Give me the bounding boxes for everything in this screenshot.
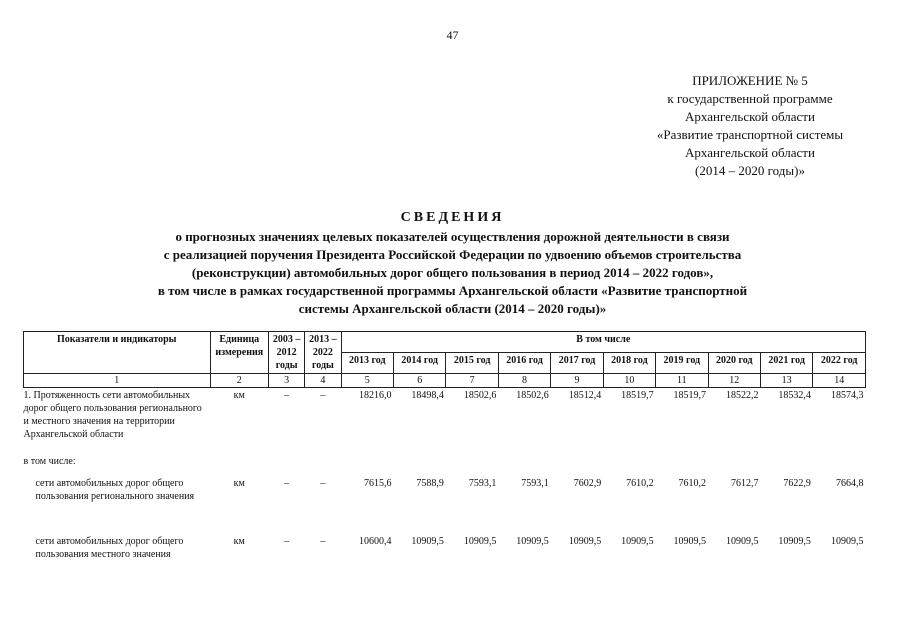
table-row [24, 476, 866, 534]
header-year: 2013 год [341, 353, 393, 374]
header-year: 2014 год [394, 353, 446, 374]
column-index: 3 [268, 374, 304, 388]
column-index: 7 [446, 374, 498, 388]
row-value: 18512,4 [568, 390, 602, 401]
header-including: В том числе [341, 332, 865, 353]
column-index: 5 [341, 374, 393, 388]
column-index: 12 [708, 374, 760, 388]
row-value: 10909,5 [831, 535, 864, 547]
row-indicator-name: сети автомобильных дорог общего пользования местного значения [35, 535, 184, 560]
row-value: 10909,5 [568, 535, 602, 547]
row-value: 18216,0 [359, 390, 392, 401]
appendix-line: к государственной программе [667, 91, 833, 106]
row-value: 7622,9 [783, 477, 811, 489]
header-year: 2018 год [603, 353, 655, 374]
row-value-2003-2012: – [284, 390, 290, 401]
header-2003-2012: 2003 – 2012 годы [268, 332, 304, 374]
table-row [24, 454, 866, 476]
appendix-block [600, 72, 900, 180]
heading-line: о прогнозных значениях целевых показателей осуществления дорожной деятельности в связи [175, 229, 730, 244]
heading-line: (реконструкции) автомобильных дорог общего пользования в период 2014 – 2022 годов», [191, 265, 714, 280]
table-row [24, 388, 866, 454]
column-index: 2 [210, 374, 268, 388]
row-value: 7610,2 [626, 477, 654, 489]
row-value: 18532,4 [778, 390, 811, 401]
row-value-2003-2012 [268, 454, 304, 476]
appendix-line: Архангельской области [685, 109, 815, 124]
row-value-2013-2022: – [320, 390, 326, 401]
table-row [24, 534, 866, 580]
header-year: 2022 год [813, 353, 866, 374]
row-value: 10909,5 [725, 535, 759, 547]
header-indicators: Показатели и индикаторы [24, 332, 211, 374]
row-unit: км [233, 477, 245, 489]
row-value: 18502,6 [463, 390, 497, 401]
row-value: 10909,5 [778, 535, 811, 547]
column-index: 4 [305, 374, 341, 388]
column-index: 11 [656, 374, 708, 388]
row-value: 10909,5 [463, 535, 497, 547]
column-index: 10 [603, 374, 655, 388]
column-index: 9 [551, 374, 603, 388]
document-title: СВЕДЕНИЯ [400, 210, 505, 225]
row-indicator-name: 1. Протяженность сети автомобильных дорог общего пользования регионального и местного значения на территории Архангельской области [23, 390, 202, 440]
appendix-line: (2014 – 2020 годы)» [695, 163, 805, 178]
row-value: 18574,3 [831, 390, 864, 401]
column-index: 13 [760, 374, 812, 388]
row-value-2003-2012: – [284, 477, 290, 489]
row-value: 7610,2 [678, 477, 707, 489]
row-value-2003-2012: – [284, 535, 290, 547]
row-value-empty [341, 454, 865, 476]
heading-line: системы Архангельской области (2014 – 2020 годы)» [298, 301, 607, 316]
header-year: 2019 год [656, 353, 708, 374]
row-value: 10600,4 [359, 535, 392, 547]
row-value: 10909,5 [673, 535, 707, 547]
appendix-line: «Развитие транспортной системы [656, 127, 844, 142]
row-value: 10909,5 [621, 535, 654, 547]
row-value: 10909,5 [411, 535, 444, 547]
row-value: 18498,4 [411, 390, 444, 401]
header-year: 2016 год [498, 353, 550, 374]
indicators-table [23, 331, 866, 580]
header-year: 2021 год [760, 353, 812, 374]
heading-line: в том числе в рамках государственной программы Архангельской области «Развитие транспортной [157, 283, 748, 298]
header-year: 2017 год [551, 353, 603, 374]
row-value: 10909,5 [516, 535, 549, 547]
row-unit: км [233, 535, 245, 547]
row-value: 7602,9 [573, 477, 602, 489]
row-value-2013-2022: – [320, 535, 326, 547]
row-unit: км [233, 390, 245, 401]
header-unit: Единица измерения [210, 332, 268, 374]
row-value: 18502,6 [516, 390, 549, 401]
header-year: 2015 год [446, 353, 498, 374]
row-unit [210, 454, 268, 476]
row-value-2013-2022: – [320, 477, 326, 489]
column-index: 6 [394, 374, 446, 388]
document-heading [0, 208, 905, 318]
row-value: 18519,7 [621, 390, 654, 401]
header-year: 2020 год [708, 353, 760, 374]
row-indicator-name: сети автомобильных дорог общего пользования регионального значения [35, 477, 195, 502]
row-value: 7593,1 [521, 477, 549, 489]
row-value: 7664,8 [836, 477, 864, 489]
row-value: 18522,2 [725, 390, 759, 401]
page-number: 47 [446, 28, 459, 42]
appendix-line: Архангельской области [685, 145, 815, 160]
column-index: 1 [24, 374, 211, 388]
row-value-2013-2022 [305, 454, 341, 476]
row-value: 18519,7 [673, 390, 707, 401]
row-value: 7612,7 [730, 477, 759, 489]
heading-line: с реализацией поручения Президента Российской Федерации по удвоению объемов строительства [163, 247, 742, 262]
column-index: 14 [813, 374, 866, 388]
row-value: 7615,6 [364, 477, 392, 489]
appendix-line: ПРИЛОЖЕНИЕ № 5 [692, 73, 808, 88]
row-value: 7588,9 [416, 477, 444, 489]
column-index: 8 [498, 374, 550, 388]
header-2013-2022: 2013 – 2022 годы [305, 332, 341, 374]
row-indicator-name: в том числе: [23, 455, 76, 467]
row-value: 7593,1 [468, 477, 497, 489]
column-index-row [24, 374, 866, 388]
